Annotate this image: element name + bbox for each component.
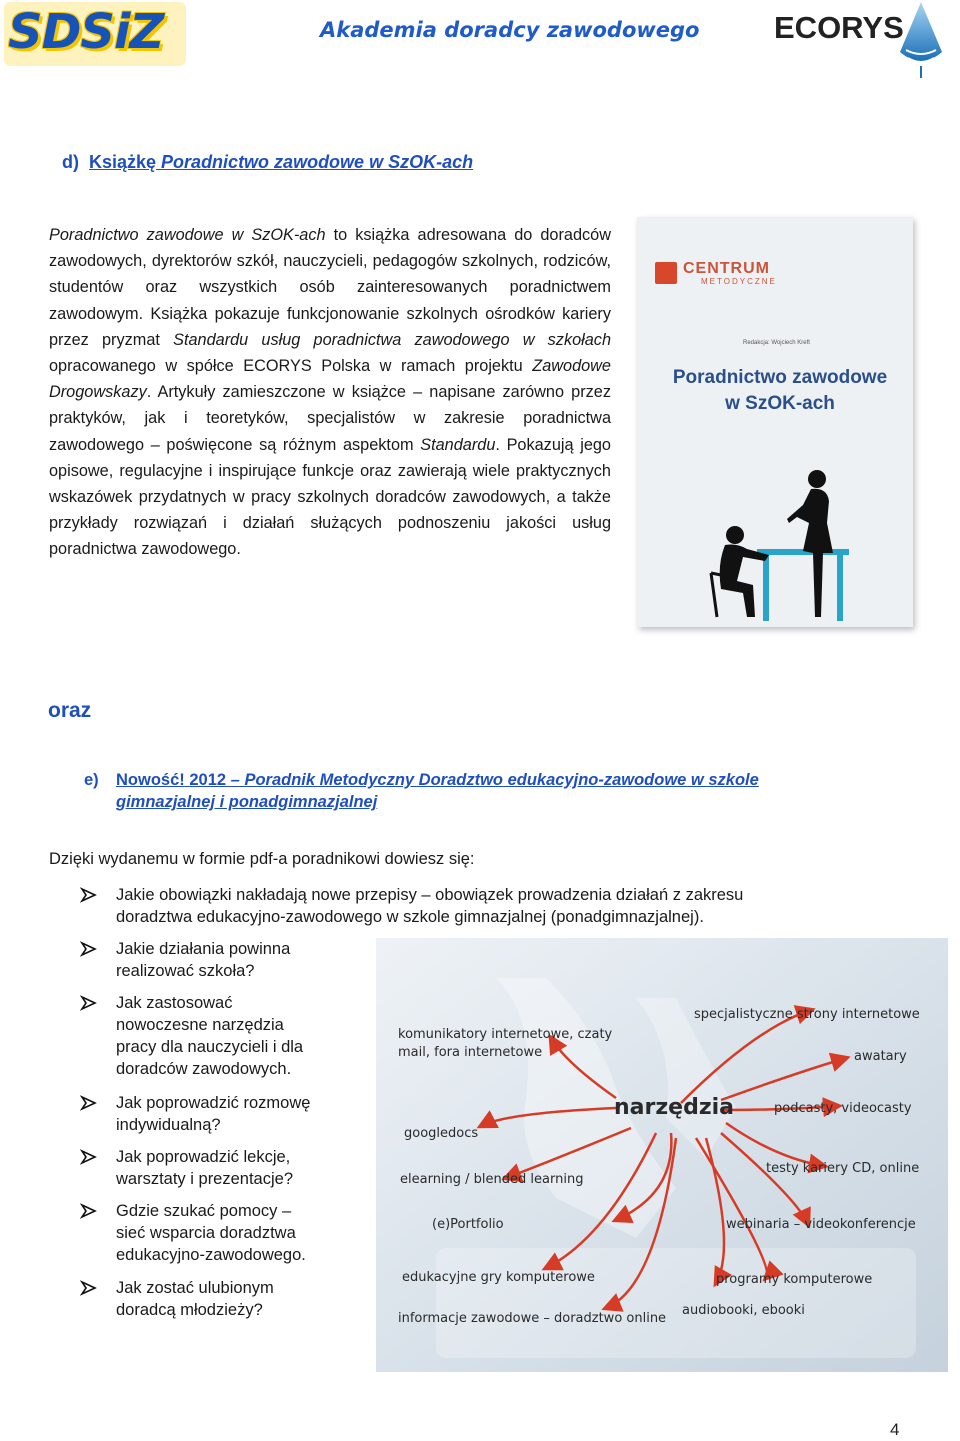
list-item-line: doradców zawodowych. (116, 1060, 292, 1078)
book-cover-image (637, 217, 913, 627)
mindmap-label: webinaria – videokonferencje (726, 1217, 916, 1232)
cover-brand-line1: CENTRUM (683, 260, 770, 277)
cover-title (655, 365, 905, 417)
section-e-link[interactable] (84, 771, 759, 811)
paragraph-run: to książka adresowana do doradców zawodowych, dyrektorów szkół, nauczycieli, pedagogów szkolnych, rodziców, studentów oraz wszystkich osób zainteresowanych poradnictwem zawodowym. Książka pokazuje funkcjonowanie szkolnych ośrodków kariery przez pryzmat (49, 226, 611, 349)
intro-text: Dzięki wydanemu w formie pdf-a poradnikowi dowiesz się: (49, 850, 475, 868)
paragraph-run: Standardu usług poradnictwa zawodowego w szkołach (173, 330, 612, 349)
arrow-bullet-icon (80, 1092, 98, 1114)
arrow-bullet-icon (80, 884, 98, 906)
mindmap-label: podcasty, videocasty (774, 1101, 912, 1116)
arrow-bullet-icon (80, 992, 98, 1014)
list-item-line: edukacyjno-zawodowego. (116, 1246, 306, 1264)
section-e-year: 2012 (189, 771, 227, 789)
paragraph-run: . Pokazują jego opisowe, regulacyjne i inspirujące funkcje oraz zawierają wiele praktycznych wskazówek przydatnych w pracy szkolnych doradców zawodowych, a także przykłady rozwiązań i działań służących podnoszeniu jakości usług poradnictwa zawodowego. (49, 435, 611, 559)
list-item-line: sieć wsparcia doradztwa (116, 1224, 296, 1242)
cover-brand-logo (655, 262, 895, 288)
list-item-line: Jakie działania powinna (116, 940, 291, 958)
list-item-line: doradcą młodzieży? (116, 1301, 263, 1319)
section-e-heading (84, 769, 884, 813)
cover-title-line1: Poradnictwo zawodowe (672, 367, 888, 388)
list-item-line: Jak zostać ulubionym (116, 1279, 274, 1297)
section-d-heading-prefix: Książkę (89, 152, 162, 172)
mindmap-label: specjalistyczne strony internetowe (694, 1007, 920, 1022)
list-item-line: Jak zastosować (116, 994, 233, 1012)
list-item-line: doradztwa edukacyjno-zawodowego w szkole gimnazjalnej (ponadgimnazjalnej). (116, 908, 704, 926)
section-e-dash: – (230, 771, 240, 789)
paragraph-run: Standardu (420, 435, 496, 454)
ecorys-drop-icon (896, 0, 946, 78)
cover-brand-line2: METODYCZNE (701, 277, 777, 286)
mindmap-label: komunikatory internetowe, czaty (398, 1027, 613, 1042)
sdsiz-logo (4, 2, 186, 66)
list-item-line: Gdzie szukać pomocy – (116, 1202, 292, 1220)
list-item-line: Jak poprowadzić lekcje, (116, 1148, 291, 1166)
sdsiz-logo-text: SDSiZ (8, 4, 164, 60)
section-d-heading (62, 152, 473, 173)
ecorys-logo-text: ECORYS (774, 10, 904, 45)
section-d-label: d) (62, 152, 79, 172)
arrow-bullet-icon (80, 1277, 98, 1299)
arrow-bullet-icon (80, 938, 98, 960)
paragraph-run: Zawodowe Drogowskazy (49, 357, 611, 402)
paragraph-run: Poradnictwo zawodowe w SzOK-ach (49, 226, 326, 244)
mindmap-label: edukacyjne gry komputerowe (402, 1270, 595, 1285)
mindmap-label: elearning / blended learning (400, 1172, 584, 1187)
section-d-paragraph (49, 222, 611, 563)
list-item-line: warsztaty i prezentacje? (116, 1170, 293, 1188)
mindmap-label: programy komputerowe (716, 1272, 873, 1287)
oraz-label: oraz (48, 699, 92, 722)
section-e-new-label: Nowość! (116, 771, 185, 789)
mindmap-label: testy kariery CD, online (766, 1161, 920, 1176)
mindmap-label: awatary (854, 1049, 907, 1064)
list-item-line: Jak poprowadzić rozmowę (116, 1094, 311, 1112)
mindmap-label: (e)Portfolio (432, 1217, 504, 1232)
arrow-bullet-icon (80, 1146, 98, 1168)
tools-mindmap-image (376, 938, 948, 1372)
cover-editor: Redakcja: Wojciech Kreft (743, 340, 810, 346)
cover-title-line2: w SzOK-ach (725, 393, 835, 414)
list-item-line: Jakie obowiązki nakładają nowe przepisy – obowiązek prowadzenia działań z zakresu (116, 886, 744, 904)
header-title: Akademia doradcy zawodowego (320, 18, 700, 42)
mindmap-label: audiobooki, ebooki (682, 1303, 805, 1318)
mindmap-label: mail, fora internetowe (398, 1045, 543, 1060)
list-item-line: nowoczesne narzędzia (116, 1016, 284, 1034)
section-e-title-line1: Poradnik Metodyczny Doradztwo edukacyjno-zawodowe w szkole (244, 771, 759, 789)
page-number: 4 (890, 1420, 900, 1439)
section-d-heading-title: Poradnictwo zawodowe w SzOK-ach (161, 152, 474, 172)
mindmap-center-label: narzędzia (614, 1095, 735, 1120)
section-e-label: e) (84, 771, 99, 789)
paragraph-run: . Artykuły zamieszczone w książce – napisane zarówno przez praktyków, jak i teoretyków, specjalistów w zakresie poradnictwa zawodowego – poświęcone są różnym aspektom (49, 383, 611, 454)
paragraph-run: opracowanego w spółce ECORYS Polska w ramach projektu (49, 357, 533, 376)
cover-silhouette-illustration (677, 453, 887, 623)
mindmap-label: googledocs (404, 1126, 479, 1141)
list-item-line: pracy dla nauczycieli i dla (116, 1038, 304, 1056)
mindmap-label: informacje zawodowe – doradztwo online (398, 1311, 667, 1326)
list-item-line: realizować szkoła? (116, 962, 255, 980)
section-d-link[interactable] (89, 152, 473, 172)
list-item-line: indywidualną? (116, 1116, 221, 1134)
section-e-title-line2: gimnazjalnej i ponadgimnazjalnej (116, 793, 378, 811)
arrow-bullet-icon (80, 1200, 98, 1222)
